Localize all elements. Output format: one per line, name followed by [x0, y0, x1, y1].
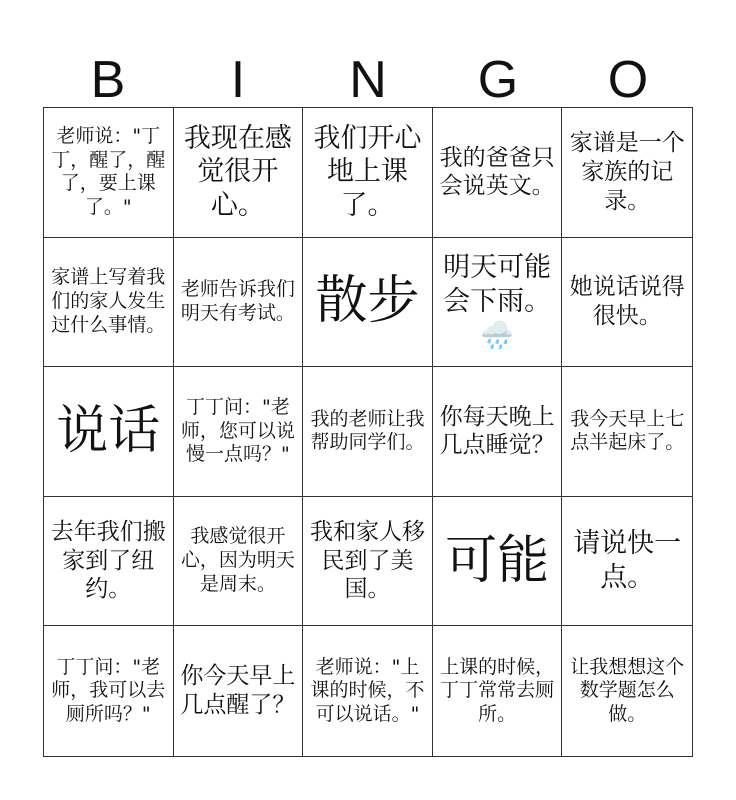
header-letter-b: B	[90, 51, 126, 109]
bingo-cell[interactable]	[303, 497, 433, 627]
bingo-cell[interactable]	[44, 497, 174, 627]
cell-text: 明天可能会下雨。🌧️	[443, 252, 552, 351]
cell-text: 我现在感觉很开心。	[183, 122, 292, 222]
cell-text: 让我想想这个数学题怎么做。	[570, 655, 685, 726]
cell-text: 家谱是一个家族的记录。	[569, 130, 685, 214]
bingo-cell[interactable]	[44, 626, 174, 756]
header-letter-o: O	[607, 51, 649, 109]
cell-text: 可能	[445, 530, 550, 591]
cell-text: 家谱上写着我们的家人发生过什么事情。	[51, 266, 166, 336]
cell-text: 我和家人移民到了美国。	[309, 518, 425, 603]
bingo-cell[interactable]	[174, 497, 304, 627]
bingo-cell[interactable]	[303, 367, 433, 497]
bingo-cell[interactable]	[433, 497, 563, 627]
cell-text: 去年我们搬家到了纽约。	[50, 518, 166, 603]
cell-text: 我今天早上七点半起床了。	[570, 407, 685, 454]
bingo-cell[interactable]	[174, 626, 304, 756]
bingo-cell[interactable]	[174, 367, 304, 497]
cell-text: 丁丁问："老师，我可以去厕所吗？"	[51, 655, 166, 726]
bingo-cell[interactable]	[174, 238, 304, 368]
cell-text: 我们开心地上课了。	[313, 122, 422, 222]
bingo-cell[interactable]	[562, 367, 692, 497]
cell-text: 我的爸爸只会说英文。	[439, 144, 555, 200]
bingo-grid	[43, 107, 693, 757]
cell-text: 说话	[56, 400, 161, 461]
header-letter-g: G	[477, 51, 519, 109]
bingo-cell[interactable]	[174, 108, 304, 238]
bingo-cell[interactable]	[562, 238, 692, 368]
bingo-cell[interactable]	[303, 238, 433, 368]
cell-text: 丁丁问："老师，您可以说慢一点吗？"	[180, 395, 295, 466]
bingo-cell[interactable]	[433, 108, 563, 238]
header-letter-n: N	[349, 51, 387, 109]
bingo-cell[interactable]	[44, 238, 174, 368]
bingo-cell[interactable]	[303, 108, 433, 238]
bingo-cell[interactable]	[562, 108, 692, 238]
cell-text: 上课的时候，丁丁常常去厕所。	[440, 655, 555, 726]
cell-text: 老师说："丁丁，醒了，醒了，要上课了。"	[51, 124, 166, 219]
bingo-cell[interactable]	[562, 497, 692, 627]
bingo-header	[43, 50, 693, 109]
bingo-cell[interactable]	[433, 238, 563, 368]
cell-text: 她说话说得很快。	[569, 274, 685, 329]
cell-text: 我感觉很开心，因为明天是周末。	[180, 525, 295, 595]
bingo-cell[interactable]	[562, 626, 692, 756]
bingo-cell[interactable]	[44, 108, 174, 238]
cell-text: 请说快一点。	[573, 528, 682, 594]
bingo-cell[interactable]	[303, 626, 433, 756]
bingo-cell[interactable]	[433, 626, 563, 756]
header-letter-i: I	[230, 51, 246, 109]
cell-text: 老师告诉我们明天有考试。	[180, 278, 295, 324]
cell-text: 你每天晚上几点睡觉？	[439, 403, 555, 459]
cell-text: 你今天早上几点醒了？	[180, 663, 296, 719]
cell-text: 散步	[315, 271, 420, 332]
bingo-cell[interactable]	[433, 367, 563, 497]
bingo-cell[interactable]	[44, 367, 174, 497]
cell-text: 老师说："上课的时候，不可以说话。"	[310, 655, 425, 726]
cell-text: 我的老师让我帮助同学们。	[310, 407, 425, 454]
